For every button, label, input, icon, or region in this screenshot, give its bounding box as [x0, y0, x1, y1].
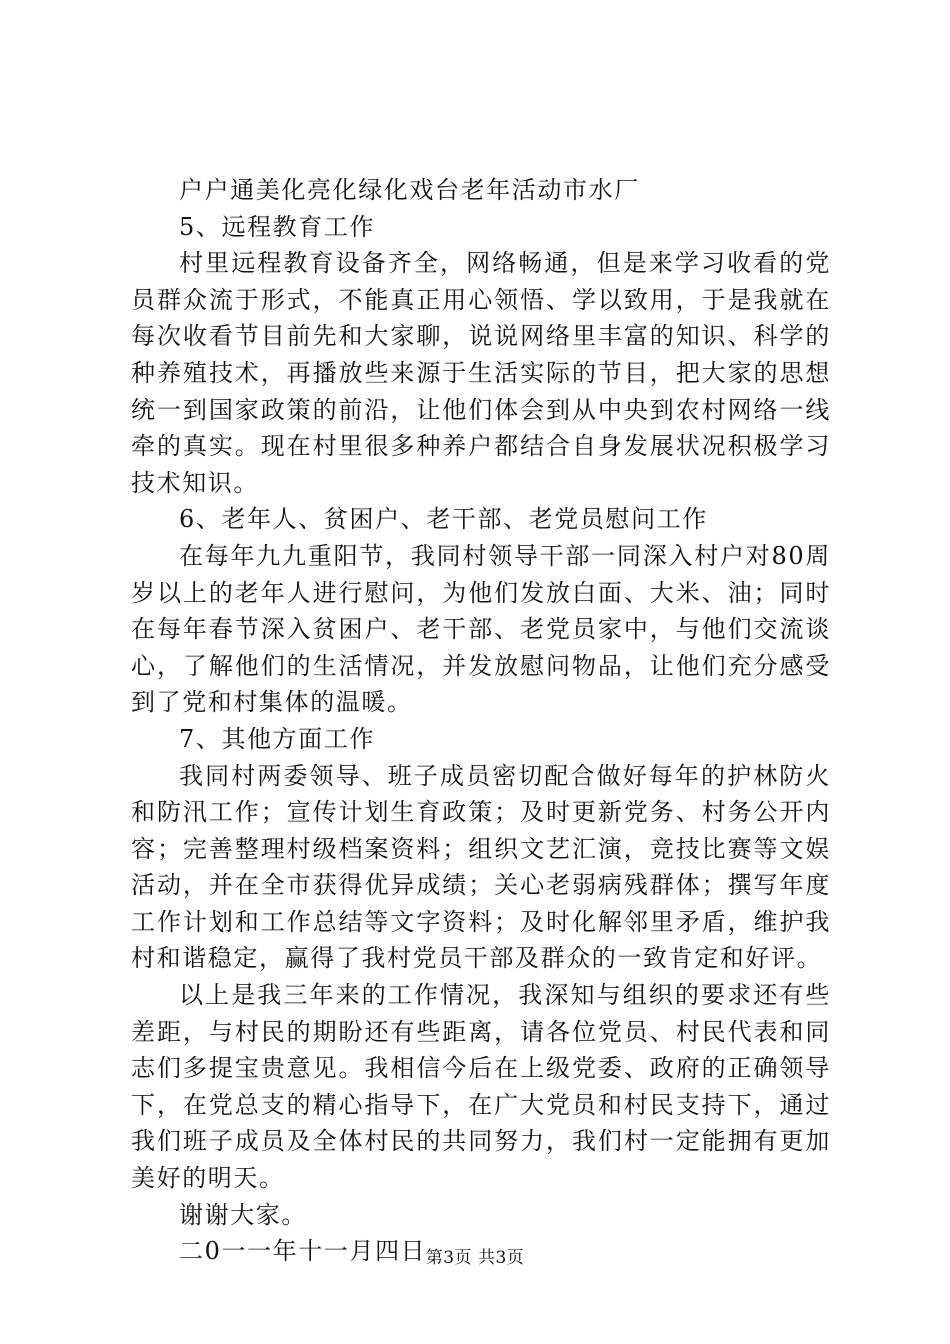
- page-number-footer: 第3页 共3页: [425, 1248, 525, 1268]
- paragraph-conclusion: 以上是我三年来的工作情况，我深知与组织的要求还有些差距，与村民的期盼还有些距离，请各位党员、村民代表和同志们多提宝贵意见。我相信今后在上级党委、政府的正确领导下，在党总支的精心指导下，在广大党员和村民支持下，通过我们班子成员及全体村民的共同努力，我们村一定能拥有更加美好的明天。: [131, 981, 831, 1193]
- heading-other-work: 7、其他方面工作: [179, 724, 376, 753]
- paragraph-elderly-visits: 在每年九九重阳节，我同村领导干部一同深入村户对80周岁以上的老年人进行慰问，为他们发放白面、大米、油；同时在每年春节深入贫困户、老干部、老党员家中，与他们交流谈心，了解他们的生活情况，并发放慰问物品，让他们充分感受到了党和村集体的温暖。: [131, 541, 831, 717]
- paragraph-thanks: 谢谢大家。: [179, 1200, 307, 1229]
- heading-remote-education: 5、远程教育工作: [179, 212, 376, 241]
- paragraph-date: 二0一一年十一月四日: [179, 1237, 427, 1266]
- heading-elderly-visits: 6、老年人、贫困户、老干部、老党员慰问工作: [179, 505, 708, 534]
- paragraph-remote-education: 村里远程教育设备齐全，网络畅通，但是来学习收看的党员群众流于形式，不能真正用心领悟、学以致用，于是我就在每次收看节目前先和大家聊，说说网络里丰富的知识、科学的种养殖技术，再播放些来源于生活实际的节目，把大家的思想统一到国家政策的前沿，让他们体会到从中央到农村网络一线牵的真实。现在村里很多种养户都结合自身发展状况积极学习技术知识。: [131, 249, 831, 497]
- paragraph-other-work: 我同村两委领导、班子成员密切配合做好每年的护林防火和防汛工作；宣传计划生育政策；及时更新党务、村务公开内容；完善整理村级档案资料；组织文艺汇演，竞技比赛等文娱活动，并在全市获得优异成绩；关心老弱病残群体；撰写年度工作计划和工作总结等文字资料；及时化解邻里矛盾，维护我村和谐稳定，赢得了我村党员干部及群众的一致肯定和好评。: [131, 761, 831, 973]
- paragraph-facility-list: 户户通美化亮化绿化戏台老年活动市水厂: [179, 176, 640, 204]
- document-body: [131, 172, 831, 1270]
